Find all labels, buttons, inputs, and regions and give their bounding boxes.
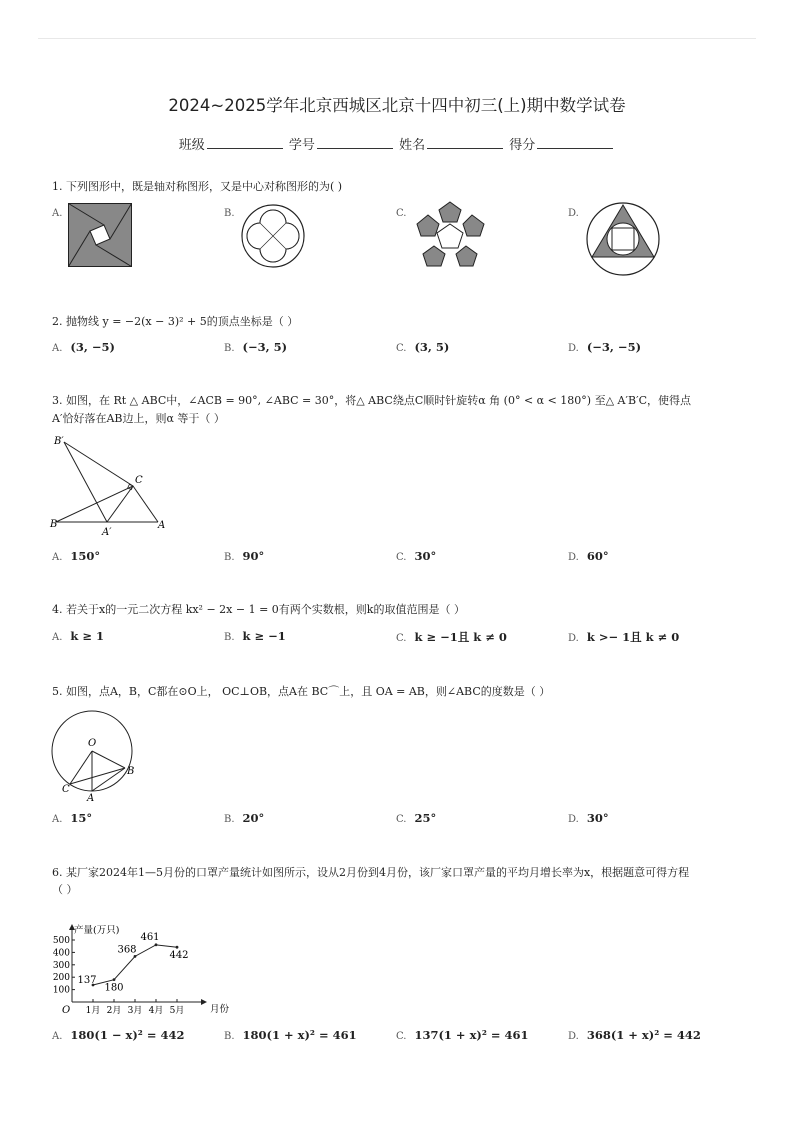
q1-figure-d-circle-triangle-square	[585, 201, 661, 277]
student-id-blank[interactable]	[317, 136, 393, 149]
q4-option-a[interactable]: A. k ≥ 1	[52, 629, 105, 643]
q1-option-a[interactable]: A.	[52, 208, 63, 219]
q3-label-a-prime: A′	[102, 527, 112, 538]
q2-option-d[interactable]: D. (−3, −5)	[568, 340, 642, 354]
q1-figure-c-pentagons	[410, 200, 490, 274]
q6-option-a[interactable]: A. 180(1 − x)² = 442	[52, 1028, 185, 1042]
q3-option-a[interactable]: A. 150°	[52, 549, 101, 563]
chart-data-label: 137	[77, 975, 97, 987]
header-rule	[38, 38, 756, 39]
q3-option-b[interactable]: B. 90°	[224, 549, 265, 563]
q4-option-d[interactable]: D. k >− 1且 k ≠ 0	[568, 630, 680, 644]
chart-x-tick-label: 5月	[169, 1006, 185, 1016]
q5-figure-circle	[50, 705, 146, 803]
q6-production-line-chart	[44, 918, 230, 1020]
q3-option-d[interactable]: D. 60°	[568, 549, 609, 563]
question-5-stem: 5. 如图，点A，B，C都在⊙O上， OC⊥OB，点A在 BC⌒上，且 OA = AB，则∠ABC的度数是（ ）	[52, 685, 551, 698]
chart-data-label: 368	[117, 944, 137, 956]
name-label: 姓名	[399, 138, 426, 153]
q5-label-a: A	[87, 793, 95, 804]
q1-option-c[interactable]: C.	[396, 208, 407, 219]
q2-option-a[interactable]: A. (3, −5)	[52, 340, 115, 354]
q6-option-c[interactable]: C. 137(1 + x)² = 461	[396, 1028, 529, 1042]
question-2-stem: 2. 抛物线 y = −2(x − 3)² + 5的顶点坐标是（ ）	[52, 315, 299, 328]
chart-y-tick-label: 400	[52, 948, 70, 959]
chart-y-tick-label: 100	[52, 985, 70, 996]
q1-option-d[interactable]: D.	[568, 208, 579, 219]
chart-x-tick-label: 1月	[85, 1006, 101, 1016]
question-3-stem-line1: 3. 如图，在 Rt △ ABC中，∠ACB = 90°, ∠ABC = 30°，将△ ABC绕点C顺时针旋转α 角 (0° < α < 180°) 至△ A′B′C，使得点	[52, 394, 691, 407]
q5-label-o: O	[88, 738, 97, 749]
name-blank[interactable]	[427, 136, 503, 149]
q5-option-d[interactable]: D. 30°	[568, 811, 609, 825]
chart-x-label: 月份	[210, 1004, 230, 1015]
q3-option-c[interactable]: C. 30°	[396, 549, 437, 563]
question-4-stem: 4. 若关于x的一元二次方程 kx² − 2x − 1 = 0有两个实数根，则k的取值范围是（ ）	[52, 603, 465, 616]
q1-option-b[interactable]: B.	[224, 208, 235, 219]
q5-option-b[interactable]: B. 20°	[224, 811, 265, 825]
question-3-stem-line2: A′恰好落在AB边上，则α 等于（ ）	[52, 412, 225, 425]
q4-option-c[interactable]: C. k ≥ −1且 k ≠ 0	[396, 630, 507, 644]
chart-y-label: 产量(万只)	[74, 925, 120, 936]
chart-data-point	[155, 943, 158, 946]
q6-option-b[interactable]: B. 180(1 + x)² = 461	[224, 1028, 357, 1042]
score-label: 得分	[509, 138, 536, 153]
q1-figure-a-pinwheel-square	[68, 203, 132, 267]
chart-y-tick-label: 200	[52, 973, 70, 984]
chart-y-tick-label: 500	[52, 936, 70, 946]
chart-data-label: 442	[169, 950, 189, 962]
chart-x-tick-label: 4月	[148, 1006, 164, 1016]
chart-data-label: 461	[140, 931, 160, 943]
page-title: 2024~2025学年北京西城区北京十四中初三(上)期中数学试卷	[168, 96, 626, 115]
chart-data-points	[77, 932, 188, 994]
q6-option-d[interactable]: D. 368(1 + x)² = 442	[568, 1028, 701, 1042]
q2-option-c[interactable]: C. (3, 5)	[396, 340, 450, 354]
chart-data-label: 180	[104, 982, 124, 994]
q5-label-b: B	[127, 766, 135, 777]
q5-option-a[interactable]: A. 15°	[52, 811, 93, 825]
q5-label-c: C	[62, 784, 70, 795]
q1-figure-b-circle-petals	[240, 203, 306, 269]
chart-x-tick-label: 2月	[106, 1006, 122, 1016]
chart-data-point	[113, 978, 116, 981]
q4-option-b[interactable]: B. k ≥ −1	[224, 629, 286, 643]
student-info-line	[0, 134, 794, 153]
q2-option-b[interactable]: B. (−3, 5)	[224, 340, 288, 354]
chart-data-point	[176, 946, 179, 949]
q3-figure-rotated-triangles	[50, 432, 180, 538]
chart-x-tick-label: 3月	[127, 1006, 143, 1016]
q3-label-a: A	[158, 520, 166, 531]
question-6-stem-line1: 6. 某厂家2024年1—5月份的口罩产量统计如图所示，设从2月份到4月份，该厂家口罩产量的平均月增长率为x，根据题意可得方程	[52, 866, 690, 879]
q3-label-b-prime: B′	[54, 436, 64, 447]
score-blank[interactable]	[537, 136, 613, 149]
chart-x-arrow	[201, 999, 207, 1005]
chart-y-tick-label: 300	[52, 960, 70, 971]
student-id-label: 学号	[288, 138, 315, 153]
chart-data-point	[134, 955, 137, 958]
q3-label-c: C	[135, 475, 143, 486]
q5-option-c[interactable]: C. 25°	[396, 811, 437, 825]
question-6-stem-line2: （ ）	[52, 883, 78, 896]
q3-label-b: B	[50, 519, 58, 530]
chart-origin-label: O	[62, 1005, 71, 1016]
class-blank[interactable]	[207, 136, 283, 149]
question-1-stem: 1. 下列图形中，既是轴对称图形，又是中心对称图形的为( )	[52, 180, 343, 193]
class-label: 班级	[178, 138, 205, 153]
